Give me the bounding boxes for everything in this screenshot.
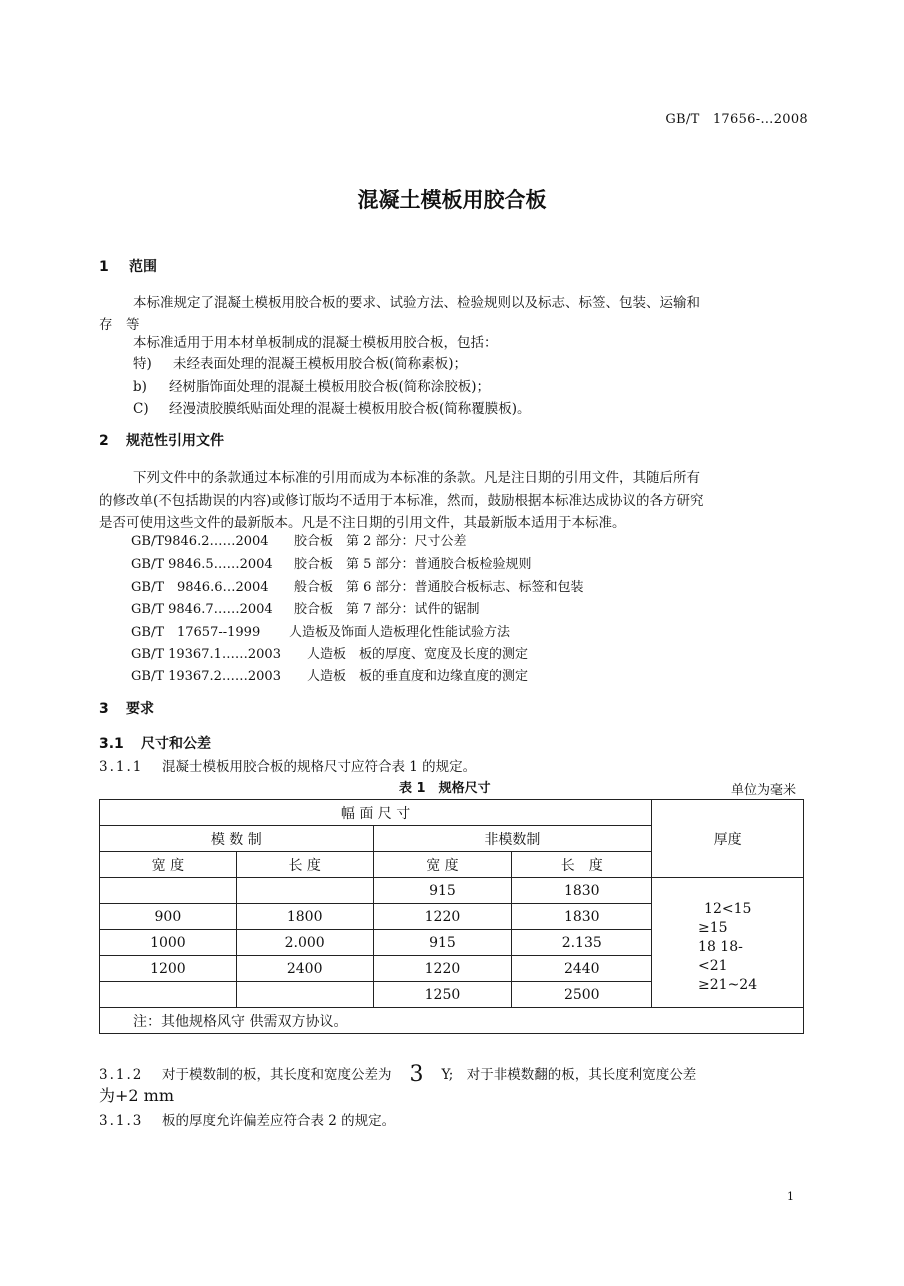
reference-code: GB/T 19367.1……2003 — [131, 647, 281, 662]
subsection-3-1-heading — [99, 733, 211, 753]
thickness-line: ≥21~24 — [698, 977, 758, 993]
reference-title: 般合板 第 6 部分：普通胶合板标志、标签和包装 — [294, 580, 584, 595]
clause-3-1-1 — [99, 755, 476, 775]
list-item — [133, 352, 467, 372]
s2-paragraph-line-1: 下列文件中的条款通过本标准的引用而成为本标准的条款。凡是注日期的引用文件，其随后所有 — [133, 470, 700, 486]
section-number: 1 — [99, 259, 109, 275]
reference-title: 人造板 板的垂直度和边缘直度的测定 — [307, 669, 529, 684]
thickness-line: 18 18- — [698, 939, 743, 955]
subsection-title: 尺寸和公差 — [141, 736, 211, 752]
list-marker: b) — [133, 379, 147, 395]
list-item — [133, 375, 490, 395]
table-note: 注：其他规格风守 供需双方协议。 — [100, 1008, 804, 1034]
section-title: 要求 — [126, 701, 154, 717]
list-text: 经漫渍胶膜纸贴面处理的混凝士模板用胶合板(简称覆膜板)。 — [169, 401, 531, 417]
table-cell: 2500 — [512, 982, 652, 1008]
table-cell: 1800 — [236, 904, 373, 930]
header-cell: 非模数制 — [373, 826, 652, 852]
header-cell-thickness: 厚度 — [652, 800, 804, 878]
list-marker: C) — [133, 401, 149, 417]
table-cell — [100, 982, 237, 1008]
clause-3-1-2-line-2: 为+2 mm — [99, 1086, 175, 1105]
header-cell: 长 度 — [236, 852, 373, 878]
table-cell — [100, 878, 237, 904]
reference-code: GB/T 17657--1999 — [131, 625, 261, 640]
reference-item — [131, 643, 528, 662]
table-cell — [236, 878, 373, 904]
clause-text: Y; 对于非模数翻的板，其长度利宽度公差 — [441, 1067, 697, 1083]
tolerance-value: 3 — [409, 1062, 424, 1087]
header-cell: 宽 度 — [100, 852, 237, 878]
reference-code: GB/T9846.2……2004 — [131, 534, 269, 549]
table-cell: 2.000 — [236, 930, 373, 956]
clause-number: 3.1.3 — [99, 1113, 144, 1129]
table-cell: 1830 — [512, 904, 652, 930]
reference-item — [131, 530, 467, 549]
reference-code: GB/T 9846.6…2004 — [131, 580, 269, 595]
reference-code: GB/T 19367.2……2003 — [131, 669, 281, 684]
section-3-heading — [99, 698, 154, 718]
reference-item — [131, 665, 528, 684]
reference-item — [131, 598, 480, 617]
list-text: 经树脂饰面处理的混凝土模板用胶合板(简称涂胶板)； — [169, 379, 491, 395]
table-row — [100, 878, 804, 904]
reference-code: GB/T 9846.7……2004 — [131, 602, 273, 617]
table-cell: 915 — [373, 878, 512, 904]
subsection-number: 3.1 — [99, 736, 124, 752]
table-cell: 2440 — [512, 956, 652, 982]
clause-text: 混凝士模板用胶合板的规格尺寸应符合表 1 的规定。 — [162, 759, 477, 775]
clause-number: 3.1.1 — [99, 759, 144, 775]
table-cell: 1200 — [100, 956, 237, 982]
header-cell: 模 数 制 — [100, 826, 374, 852]
reference-title: 胶合板 第 5 部分：普通胶合板检验规则 — [294, 557, 532, 572]
table-cell: 1220 — [373, 904, 512, 930]
document-title: 混凝土模板用胶合板 — [357, 188, 547, 212]
reference-item — [131, 576, 584, 595]
table-caption: 表 1 规格尺寸 — [399, 781, 491, 796]
list-text: 未经表面处理的混凝王模板用胶合板(简称素板)； — [173, 356, 468, 372]
clause-text: 板的厚度允许偏差应符合表 2 的规定。 — [162, 1113, 396, 1129]
table-unit: 单位为毫米 — [730, 783, 796, 798]
thickness-line: <21 — [698, 958, 728, 974]
s1-paragraph-1-line-1: 本标准规定了混凝土模板用胶合板的要求、试验方法、检验规则以及标志、标签、包装、运输和 — [133, 295, 700, 311]
specification-table — [99, 799, 804, 1034]
table-cell: 915 — [373, 930, 512, 956]
table-cell: 1250 — [373, 982, 512, 1008]
thickness-cell — [652, 878, 804, 1008]
table-cell: 1830 — [512, 878, 652, 904]
reference-item — [131, 553, 532, 572]
clause-3-1-3 — [99, 1109, 395, 1129]
section-2-heading — [99, 430, 224, 450]
reference-title: 胶合板 第 2 部分：尺寸公差 — [294, 534, 467, 549]
header-cell: 长 度 — [512, 852, 652, 878]
list-marker: 特) — [133, 356, 152, 372]
table-cell: 1220 — [373, 956, 512, 982]
reference-item — [131, 621, 510, 640]
reference-code: GB/T 9846.5……2004 — [131, 557, 273, 572]
table-cell: 900 — [100, 904, 237, 930]
page-number: 1 — [787, 1190, 794, 1203]
table-cell — [236, 982, 373, 1008]
table-cell: 2.135 — [512, 930, 652, 956]
reference-title: 胶合板 第 7 部分：试件的锯制 — [294, 602, 480, 617]
table-cell: 2400 — [236, 956, 373, 982]
reference-title: 人造板及饰面人造板理化性能试验方法 — [289, 625, 511, 640]
s1-paragraph-2: 本标准适用于用本材单板制成的混凝士模板用胶合板，包括： — [133, 335, 498, 351]
document-code: GB/T 17656-…2008 — [665, 112, 808, 127]
s2-paragraph-line-2: 的修改单(不包括勘误的内容)或修订版均不适用于本标准，然而，鼓励根据本标准达成协议的各方研究 — [99, 493, 704, 509]
table-cell: 1000 — [100, 930, 237, 956]
section-title: 范围 — [129, 259, 157, 275]
reference-title: 人造板 板的厚度、宽度及长度的测定 — [307, 647, 529, 662]
list-item — [133, 397, 531, 417]
clause-text: 对于模数制的板，其长度和宽度公差为 — [162, 1067, 392, 1083]
section-number: 2 — [99, 433, 109, 449]
section-title: 规范性引用文件 — [126, 433, 224, 449]
section-1-heading — [99, 256, 157, 276]
s1-paragraph-1-line-2: 存 等 — [99, 317, 140, 333]
s2-paragraph-line-3: 是否可使用这些文件的最新版本。凡是不注日期的引用文件，其最新版本适用于本标准。 — [99, 515, 626, 531]
thickness-line: ≥15 — [698, 920, 728, 936]
header-cell: 幅 面 尺 寸 — [100, 800, 652, 826]
thickness-line: 12<15 — [704, 901, 752, 917]
header-cell: 宽 度 — [373, 852, 512, 878]
clause-3-1-2 — [99, 1062, 696, 1087]
clause-number: 3.1.2 — [99, 1067, 144, 1083]
section-number: 3 — [99, 701, 109, 717]
